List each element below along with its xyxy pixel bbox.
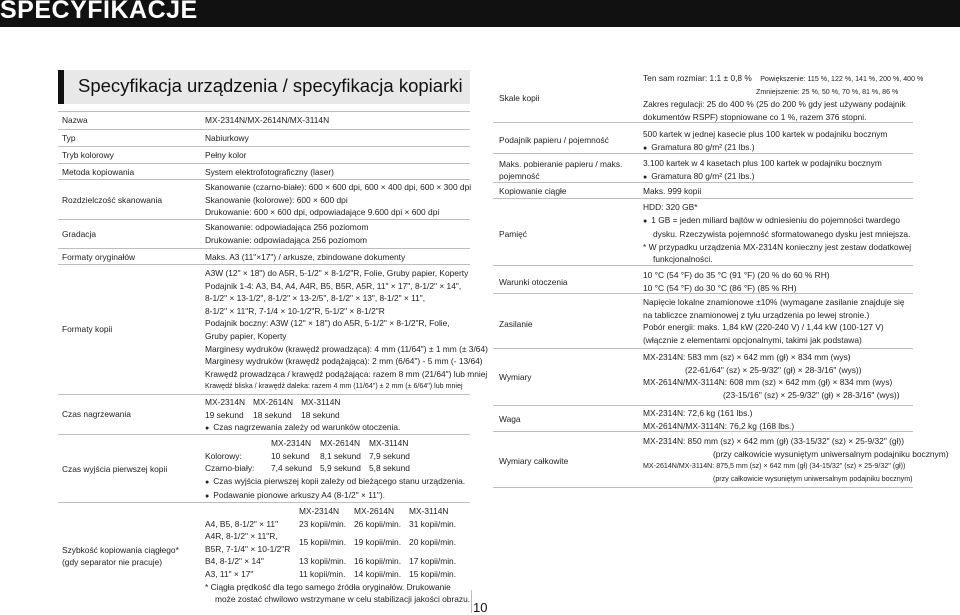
label-memory: Pamięć xyxy=(499,229,527,239)
value-segment: Powiększenie: 115 %, 122 %, 141 %, 200 %, 400 % xyxy=(760,75,924,83)
value-line: Krawędź bliska / krawędź daleka: razem 4 mm (11/64") ± 2 mm (± 6/64") lub mniej xyxy=(205,382,463,391)
value-copy-method: System elektrofotograficzny (laser) xyxy=(205,167,334,177)
value-line: 8-1/2" × 13-1/2", 8-1/2" × 13-2/5", 8-1/2" × 13", 8-1/2" × 11", xyxy=(205,293,426,304)
value-line: ● 1 GB = jeden miliard bajtów w odniesieniu do pojemności twardego xyxy=(643,214,911,229)
value-line: * W przypadku urządzenia MX-2314N konieczny jest zestaw dodatkowej xyxy=(643,241,912,252)
label-max-capacity xyxy=(499,158,622,182)
value-line: (22-61/64" (sz) × 25-9/32" (gł) × 28-3/16" (wys)) xyxy=(685,364,862,375)
label-overall: Wymiary całkowite xyxy=(499,456,569,466)
page-number-rule xyxy=(471,590,472,613)
value-max-capacity xyxy=(643,157,882,184)
value-line: Napięcie lokalne znamionowe ±10% (wymagane zasilanie znajduje się xyxy=(643,297,905,307)
row-value: 13 kopii/min. xyxy=(299,556,347,567)
empty-cell xyxy=(205,437,271,450)
value-line: Pobór energii: maks. 1,84 kW (220-240 V) / 1,44 kW (100-127 V) xyxy=(643,322,884,333)
section-title-bar xyxy=(58,70,470,104)
first-copy-note: ● Czas wyjścia pierwszej kopii zależy od bieżącego stanu urządzenia. xyxy=(205,475,465,490)
label-gradation: Gradacja xyxy=(62,229,96,239)
row-divider xyxy=(58,248,470,249)
value-line: 10 °C (54 °F) do 30 °C (86 °F) (85 % RH) xyxy=(643,282,797,293)
label-power: Zasilanie xyxy=(499,319,533,329)
warmup-note: ● Czas nagrzewania zależy od warunków otoczenia. xyxy=(205,421,400,436)
value-type: Nabiurkowy xyxy=(205,133,249,143)
row-divider xyxy=(58,394,470,395)
row-divider xyxy=(493,198,913,199)
value-line: MX-2314N: 72,6 kg (161 lbs.) xyxy=(643,408,753,418)
page-heading: SPECYFIKACJE xyxy=(0,0,198,24)
row-value: 5,8 sekund xyxy=(368,463,410,474)
value-continuous: Maks. 999 kopii xyxy=(643,186,702,196)
value-line: (włącznie z elementami opcjonalnymi, takimi jak podstawa) xyxy=(643,334,862,345)
row-value: 26 kopii/min. xyxy=(354,518,402,529)
model-header: MX-2614N xyxy=(354,506,395,516)
value-line: funkcjonalności. xyxy=(653,254,713,265)
value-power xyxy=(643,296,905,346)
value-line: (przy całkowicie wysuniętym uniwersalnym podajniku bocznym) xyxy=(713,448,949,459)
label-weight: Waga xyxy=(499,414,521,424)
value-line: Skanowanie (czarno-białe): 600 × 600 dpi, 600 × 400 dpi, 600 × 300 dpi xyxy=(205,182,472,192)
warmup-value: 19 sekund xyxy=(205,409,244,420)
value-dimensions xyxy=(643,351,900,401)
row-divider xyxy=(58,179,470,180)
empty-cell xyxy=(205,505,299,518)
row-divider xyxy=(493,405,913,406)
value-line: 10 °C (54 °F) do 35 °C (91 °F) (20 % do 60 % RH) xyxy=(643,270,830,280)
row-divider xyxy=(58,111,470,112)
row-value: 7,4 sekund xyxy=(271,463,312,474)
label-continuous: Kopiowanie ciągłe xyxy=(499,186,567,196)
row-divider xyxy=(58,146,470,147)
row-name-line: A4R, 8-1/2" × 11"R, xyxy=(205,531,278,542)
value-line: Marginesy wydruków (krawędź prowadząca): 4 mm (11/64") ± 1 mm (± 3/64) xyxy=(205,343,488,354)
value-zoom xyxy=(643,72,923,123)
value-line: ● Gramatura 80 g/m² (21 lbs.) xyxy=(643,141,887,156)
label-line: Maks. pobieranie papieru / maks. xyxy=(499,159,623,169)
value-line: Krawędź prowadząca / krawędź podążająca: razem 8 mm (21/64") lub mniej xyxy=(205,368,488,379)
row-value: 11 kopii/min. xyxy=(299,568,346,579)
label-zoom: Skale kopii xyxy=(499,93,540,103)
model-header: MX-2314N xyxy=(271,438,312,448)
value-line: 8-1/2" × 11"R, 7-1/4 × 10-1/2"R, 5-1/2" × 8-1/2"R xyxy=(205,305,385,316)
row-name-line: B5R, 7-1/4" × 10-1/2"R xyxy=(205,543,291,554)
row-divider xyxy=(493,348,913,349)
value-line: MX-2614N/MX-3114N: 76,2 kg (168 lbs.) xyxy=(643,420,795,431)
row-divider xyxy=(58,264,470,265)
value-name: MX-2314N/MX-2614N/MX-3114N xyxy=(205,115,330,125)
value-line: Gruby papier, Koperty xyxy=(205,330,287,341)
row-value: 5,9 sekund xyxy=(319,463,361,474)
section-title: Specyfikacja urządzenia / specyfikacja kopiarki xyxy=(78,75,463,96)
value-line: Skanowanie: odpowiadająca 256 poziomom xyxy=(205,222,369,232)
value-line: Marginesy wydruków (krawędź podążająca): 2 mm (6/64") - 5 mm (- 13/64) xyxy=(205,356,483,367)
value-gradation xyxy=(205,221,368,246)
value-line: Zakres regulacji: 25 do 400 % (25 do 200 % gdy jest używany podajnik xyxy=(643,99,906,110)
label-name: Nazwa xyxy=(62,115,88,125)
value-line xyxy=(643,72,923,86)
value-capacity xyxy=(643,128,887,155)
label-capacity: Podajnik papieru / pojemność xyxy=(499,135,609,145)
value-line: MX-2614N/MX-3114N: 875,5 mm (sz) × 642 mm (gł) (34-15/32" (sz) × 25-9/32" (gł)) xyxy=(643,462,906,471)
warmup-value: 18 sekund xyxy=(253,409,292,420)
row-value: 14 kopii/min. xyxy=(354,568,402,579)
label-resolution: Rozdzielczość skanowania xyxy=(62,195,163,205)
row-value: 7,9 sekund xyxy=(368,450,410,461)
row-divider xyxy=(58,163,470,164)
label-line: pojemność xyxy=(499,171,540,181)
row-value: 17 kopii/min. xyxy=(409,556,457,567)
value-line: Podajnik boczny: A3W (12" × 18") do A5R, 5-1/2" × 8-1/2"R, Folie, xyxy=(205,318,450,329)
value-line: Drukowanie: odpowiadająca 256 poziomom xyxy=(205,234,368,245)
row-value: 23 kopii/min. xyxy=(299,518,347,529)
speed-footnote: może zostać chwilowo wstrzymane w celu stabilizacji jakości obrazu. xyxy=(215,594,471,605)
speed-table xyxy=(205,505,464,581)
row-name: B4, 8-1/2" × 14" xyxy=(205,556,264,567)
value-line: MX-2314N: 583 mm (sz) × 642 mm (gł) × 834 mm (wys) xyxy=(643,352,851,362)
value-environment xyxy=(643,269,830,294)
label-copy-formats: Formaty kopii xyxy=(62,324,113,334)
row-value: 15 kopii/min. xyxy=(409,568,457,579)
label-line: Szybkość kopiowania ciągłego* xyxy=(62,545,179,555)
value-line: Skanowanie (kolorowe): 600 × 600 dpi xyxy=(205,194,348,205)
row-value: 15 kopii/min. xyxy=(299,537,347,548)
row-name: Czarno-biały: xyxy=(205,463,255,474)
row-value: 31 kopii/min. xyxy=(409,518,457,529)
value-line: 3.100 kartek w 4 kasetach plus 100 kartek w podajniku bocznym xyxy=(643,158,882,168)
label-line: (gdy separator nie pracuje) xyxy=(62,557,163,567)
model-header: MX-2614N xyxy=(319,438,361,448)
value-color-mode: Pełny kolor xyxy=(205,150,247,160)
model-header: MX-2314N xyxy=(299,506,340,516)
value-line: ● Gramatura 80 g/m² (21 lbs.) xyxy=(643,170,882,185)
value-line: dokumentów RSPF) stopniowane co 1 %, razem 376 stopni. xyxy=(643,111,867,122)
label-environment: Warunki otoczenia xyxy=(499,277,568,287)
row-name: A3, 11" × 17" xyxy=(205,568,254,579)
model-header: MX-3114N xyxy=(409,506,449,516)
row-value: 19 kopii/min. xyxy=(354,537,402,548)
value-line: Drukowanie: 600 × 600 dpi, odpowiadające 9.600 dpi × 600 dpi xyxy=(205,207,440,218)
label-copy-method: Metoda kopiowania xyxy=(62,167,135,177)
value-warmup xyxy=(205,396,400,436)
value-line: HDD: 320 GB* xyxy=(643,202,698,212)
model-header: MX-3114N xyxy=(301,397,341,407)
value-line: (przy całkowicie wysuniętym uniwersalnym podajniku bocznym) xyxy=(713,474,913,483)
row-value: 8,1 sekund xyxy=(319,450,361,461)
value-line: Podajnik 1-4: A3, B4, A4, A4R, B5, B5R, A5R, 11" × 17", 8-1/2" × 14", xyxy=(205,280,462,291)
value-line: (23-15/16" (sz) × 25-9/32" (gł) × 28-3/16" (wys)) xyxy=(723,389,900,400)
value-copy-formats xyxy=(205,267,488,393)
first-copy-table xyxy=(205,437,418,475)
speed-footnote: * Ciągła prędkość dla tego samego źródła oryginałów. Drukowanie xyxy=(205,581,451,592)
row-divider xyxy=(58,129,470,130)
value-segment: Ten sam rozmiar: 1:1 ± 0,8 % xyxy=(643,73,752,83)
row-name: Kolorowy: xyxy=(205,450,242,461)
value-first-copy xyxy=(205,437,465,504)
first-copy-note: ● Podawanie pionowe arkuszy A4 (8-1/2" × 11"). xyxy=(205,489,465,504)
value-resolution xyxy=(205,181,471,219)
label-warmup: Czas nagrzewania xyxy=(62,409,131,419)
value-memory xyxy=(643,201,911,266)
label-dimensions: Wymiary xyxy=(499,372,532,382)
label-color-mode: Tryb kolorowy xyxy=(62,150,114,160)
model-header: MX-3114N xyxy=(368,438,409,448)
label-first-copy: Czas wyjścia pierwszej kopii xyxy=(62,464,168,474)
warmup-value: 18 sekund xyxy=(301,409,340,420)
value-overall xyxy=(643,435,949,485)
value-speed xyxy=(205,505,470,606)
row-name: A4, B5, 8-1/2" × 11" xyxy=(205,518,279,529)
value-weight xyxy=(643,407,794,432)
value-line: na tabliczce znamionowej z tyłu urządzenia po lewej stronie.) xyxy=(643,309,870,320)
value-line: dysku. Rzeczywista pojemność sformatowanego dysku jest mniejsza. xyxy=(653,229,911,240)
value-line: A3W (12" × 18") do A5R, 5-1/2" × 8-1/2"R, Folie, Gruby papier, Koperty xyxy=(205,268,469,278)
row-divider xyxy=(58,219,470,220)
model-header: MX-2314N xyxy=(205,397,246,407)
section-title-marker xyxy=(58,70,64,104)
row-value: 16 kopii/min. xyxy=(354,556,402,567)
model-header: MX-2614N xyxy=(253,397,294,407)
warmup-table xyxy=(205,396,348,421)
label-original-formats: Formaty oryginałów xyxy=(62,252,136,262)
row-divider xyxy=(493,487,913,488)
label-type: Typ xyxy=(62,133,76,143)
value-original-formats: Maks. A3 (11"×17") / arkusze, zbindowane dokumenty xyxy=(205,252,406,262)
value-line: MX-2314N: 850 mm (sz) × 642 mm (gł) (33-15/32" (sz) × 25-9/32" (gł)) xyxy=(643,436,905,446)
value-line: 500 kartek w jednej kasecie plus 100 kartek w podajniku bocznym xyxy=(643,129,888,139)
label-speed xyxy=(62,544,179,568)
row-value: 20 kopii/min. xyxy=(409,537,457,548)
row-value: 10 sekund xyxy=(271,450,310,461)
page-number: 10 xyxy=(473,600,488,615)
value-line: Zmniejszenie: 25 %, 50 %, 70 %, 81 %, 86 % xyxy=(756,87,899,96)
row-name xyxy=(205,530,299,555)
value-line: MX-2614N/MX-3114N: 608 mm (sz) × 642 mm (gł) × 834 mm (wys) xyxy=(643,377,893,388)
